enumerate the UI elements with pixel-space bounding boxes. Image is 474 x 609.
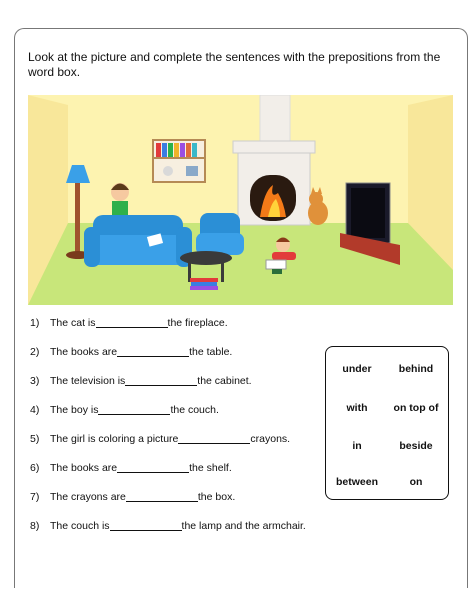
word-box-item: behind	[398, 363, 434, 375]
mantel	[233, 141, 315, 153]
answer-blank[interactable]	[117, 461, 189, 473]
sentence-item: 3) The television is the cabinet.	[30, 375, 252, 387]
sentence-item: 1) The cat is the fireplace.	[30, 317, 228, 329]
sentence-item: 2) The books are the table.	[30, 346, 233, 358]
word-box-item: with	[346, 402, 368, 414]
word-box-item: on top of	[393, 402, 439, 414]
word-box-item: in	[352, 440, 362, 452]
answer-blank[interactable]	[110, 519, 182, 531]
couch	[84, 215, 192, 267]
word-box-item: on	[409, 476, 423, 488]
answer-blank[interactable]	[125, 374, 197, 386]
answer-blank[interactable]	[178, 432, 250, 444]
answer-blank[interactable]	[96, 316, 168, 328]
books-on-shelf	[156, 143, 197, 157]
word-box	[325, 346, 449, 500]
sentence-item: 8) The couch is the lamp and the armchair.	[30, 520, 306, 532]
word-box-item: under	[342, 363, 372, 375]
answer-blank[interactable]	[117, 345, 189, 357]
armchair	[196, 213, 244, 255]
answer-blank[interactable]	[126, 490, 198, 502]
word-box-item: between	[335, 476, 378, 488]
sentence-item: 5) The girl is coloring a picture crayons.	[30, 433, 291, 445]
television	[346, 183, 390, 243]
lamp-pole	[75, 183, 80, 253]
sentence-item: 7) The crayons are the box.	[30, 491, 236, 503]
living-room-illustration	[28, 95, 453, 305]
coffee-table	[180, 251, 232, 265]
instructions: Look at the picture and complete the sentences with the prepositions from the word box.	[28, 50, 441, 79]
answer-blank[interactable]	[98, 403, 170, 415]
chimney	[260, 95, 290, 143]
crayon-box	[272, 269, 282, 274]
sentence-item: 6) The books are the shelf.	[30, 462, 232, 474]
word-box-item: beside	[399, 440, 433, 452]
books-under-table	[190, 278, 218, 290]
sentence-item: 4) The boy is the couch.	[30, 404, 219, 416]
